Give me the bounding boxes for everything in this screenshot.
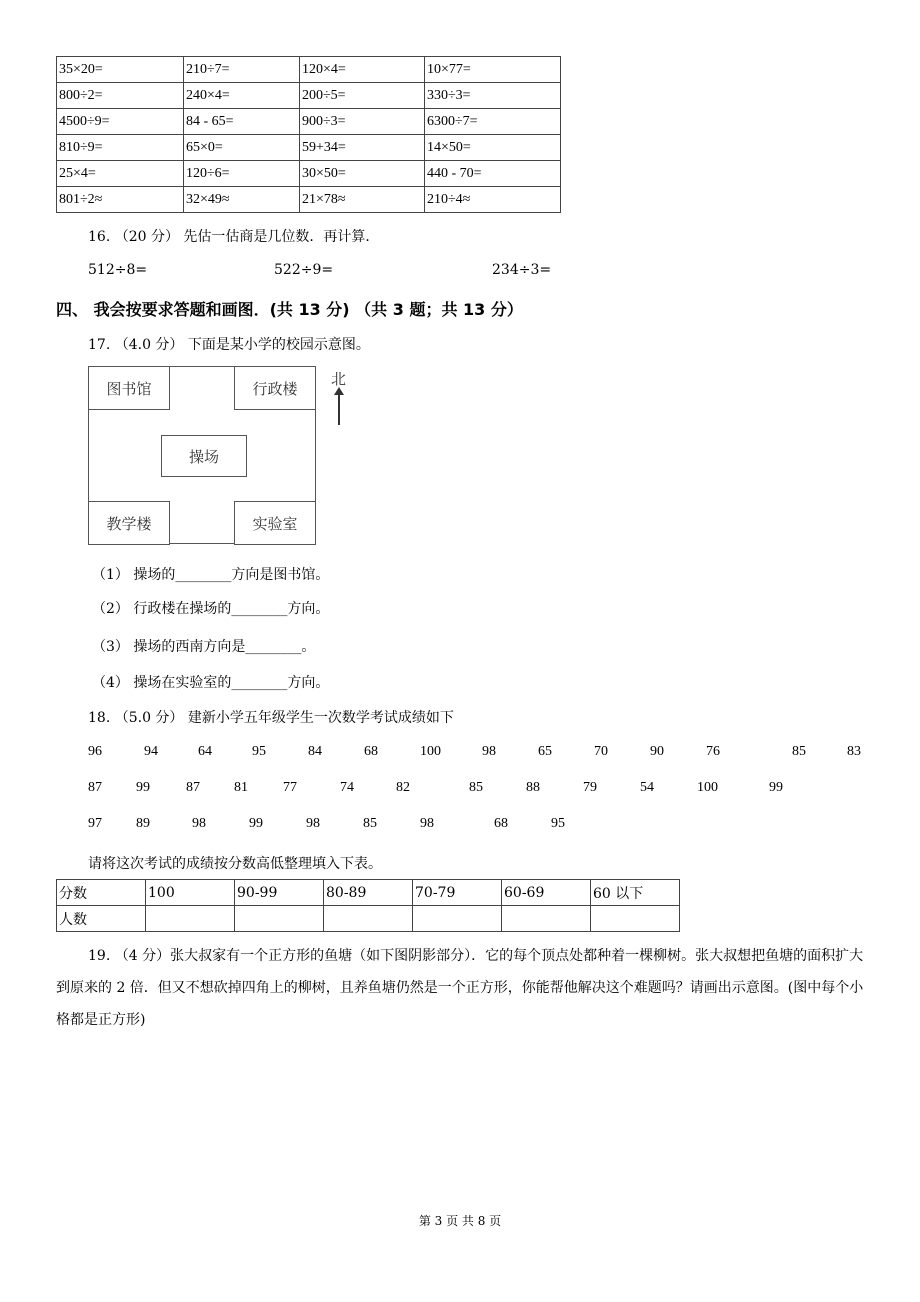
q19-text: 19. （4 分）张大叔家有一个正方形的鱼塘（如下图阴影部分）．它的每个顶点处都种着一棵柳树。张大叔想把鱼塘的面积扩大到原来的 2 倍．但又不想砍掉四角上的柳树，且养鱼塘仍然是一个正方形，你能帮他解决这个难题吗？请画出示意图。(图中每个小格都是正方形) <box>56 948 864 1028</box>
north-arrow-icon <box>338 393 340 425</box>
score-value: 64 <box>198 744 212 759</box>
grade-header-cell: 分数 <box>57 880 146 906</box>
calc-cell: 65×0= <box>184 135 300 161</box>
score-value: 82 <box>396 780 410 795</box>
calc-cell: 30×50= <box>300 161 425 187</box>
calc-cell: 210÷4≈ <box>425 187 561 213</box>
score-value: 96 <box>88 744 102 759</box>
score-value: 99 <box>769 780 783 795</box>
grade-answer-cell[interactable] <box>591 906 680 932</box>
score-value: 98 <box>306 816 320 831</box>
grade-header-cell: 60-69 <box>502 880 591 906</box>
score-value: 68 <box>494 816 508 831</box>
map-library: 图书馆 <box>88 366 170 410</box>
grade-answer-cell[interactable] <box>235 906 324 932</box>
calc-cell: 6300÷7= <box>425 109 561 135</box>
section-title: 四、 我会按要求答题和画图．(共 13 分) （共 3 题；共 13 分） <box>56 300 523 319</box>
calc-cell: 25×4= <box>57 161 184 187</box>
grade-answer-cell[interactable] <box>324 906 413 932</box>
calc-row <box>57 109 561 135</box>
q17-sub-1: （1） 操场的________方向是图书馆。 <box>92 567 330 583</box>
score-value: 87 <box>88 780 102 795</box>
calc-cell: 210÷7= <box>184 57 300 83</box>
score-value: 88 <box>526 780 540 795</box>
calc-cell: 200÷5= <box>300 83 425 109</box>
calc-cell: 900÷3= <box>300 109 425 135</box>
q16-item-1: 512÷8= <box>88 262 148 278</box>
calc-cell: 120×4= <box>300 57 425 83</box>
map-playground: 操场 <box>161 435 247 477</box>
calc-cell: 21×78≈ <box>300 187 425 213</box>
score-value: 74 <box>340 780 354 795</box>
score-value: 76 <box>706 744 720 759</box>
map-lab: 实验室 <box>234 501 316 545</box>
calc-row <box>57 57 561 83</box>
score-value: 89 <box>136 816 150 831</box>
calc-cell: 810÷9= <box>57 135 184 161</box>
calc-cell: 59+34= <box>300 135 425 161</box>
map-admin: 行政楼 <box>234 366 316 410</box>
q16-header: 16. （20 分） 先估一估商是几位数．再计算． <box>88 229 380 245</box>
score-value: 97 <box>88 816 102 831</box>
calc-cell: 801÷2≈ <box>57 187 184 213</box>
calc-cell: 120÷6= <box>184 161 300 187</box>
north-label: 北 <box>331 370 347 388</box>
q16-item-2: 522÷9= <box>274 262 334 278</box>
calc-row <box>57 83 561 109</box>
score-value: 98 <box>420 816 434 831</box>
calc-cell: 32×49≈ <box>184 187 300 213</box>
calc-cell: 330÷3= <box>425 83 561 109</box>
score-value: 81 <box>234 780 248 795</box>
q17-header: 17. （4.0 分） 下面是某小学的校园示意图。 <box>88 337 370 353</box>
score-value: 85 <box>792 744 806 759</box>
score-value: 54 <box>640 780 654 795</box>
campus-map <box>88 366 316 544</box>
score-value: 85 <box>363 816 377 831</box>
q16-item-3: 234÷3= <box>492 262 552 278</box>
q18-header: 18. （5.0 分） 建新小学五年级学生一次数学考试成绩如下 <box>88 710 454 726</box>
calc-cell: 10×77= <box>425 57 561 83</box>
page-footer: 第 3 页 共 8 页 <box>418 1214 502 1228</box>
calc-cell: 440 - 70= <box>425 161 561 187</box>
score-value: 68 <box>364 744 378 759</box>
grade-header-cell: 90-99 <box>235 880 324 906</box>
calc-row <box>57 135 561 161</box>
score-value: 79 <box>583 780 597 795</box>
calc-cell: 800÷2= <box>57 83 184 109</box>
score-value: 94 <box>144 744 158 759</box>
map-teaching: 教学楼 <box>88 501 170 545</box>
score-value: 100 <box>697 780 718 795</box>
score-value: 99 <box>136 780 150 795</box>
q17-sub-2: （2） 行政楼在操场的________方向。 <box>92 601 330 617</box>
grade-answer-cell[interactable] <box>146 906 235 932</box>
grade-answer-cell[interactable] <box>502 906 591 932</box>
score-value: 85 <box>469 780 483 795</box>
calc-cell: 35×20= <box>57 57 184 83</box>
calc-cell: 84 - 65= <box>184 109 300 135</box>
score-value: 98 <box>192 816 206 831</box>
grade-header-cell: 100 <box>146 880 235 906</box>
score-value: 98 <box>482 744 496 759</box>
calc-table <box>56 56 561 213</box>
q17-sub-3: （3） 操场的西南方向是________。 <box>92 639 316 655</box>
score-value: 83 <box>847 744 861 759</box>
calc-row <box>57 187 561 213</box>
q18-instruction: 请将这次考试的成绩按分数高低整理填入下表。 <box>88 856 382 872</box>
score-value: 87 <box>186 780 200 795</box>
score-value: 84 <box>308 744 322 759</box>
grade-header-cell: 70-79 <box>413 880 502 906</box>
score-value: 95 <box>551 816 565 831</box>
score-value: 100 <box>420 744 441 759</box>
score-value: 77 <box>283 780 297 795</box>
grade-table <box>56 879 680 932</box>
q17-sub-4: （4） 操场在实验室的________方向。 <box>92 675 330 691</box>
score-value: 95 <box>252 744 266 759</box>
score-value: 70 <box>594 744 608 759</box>
grade-header-cell: 80-89 <box>324 880 413 906</box>
calc-cell: 4500÷9= <box>57 109 184 135</box>
score-value: 99 <box>249 816 263 831</box>
grade-row-label: 人数 <box>57 906 146 932</box>
calc-cell: 14×50= <box>425 135 561 161</box>
grade-answer-cell[interactable] <box>413 906 502 932</box>
score-value: 65 <box>538 744 552 759</box>
score-value: 90 <box>650 744 664 759</box>
calc-row <box>57 161 561 187</box>
grade-header-cell: 60 以下 <box>591 880 680 906</box>
calc-cell: 240×4= <box>184 83 300 109</box>
